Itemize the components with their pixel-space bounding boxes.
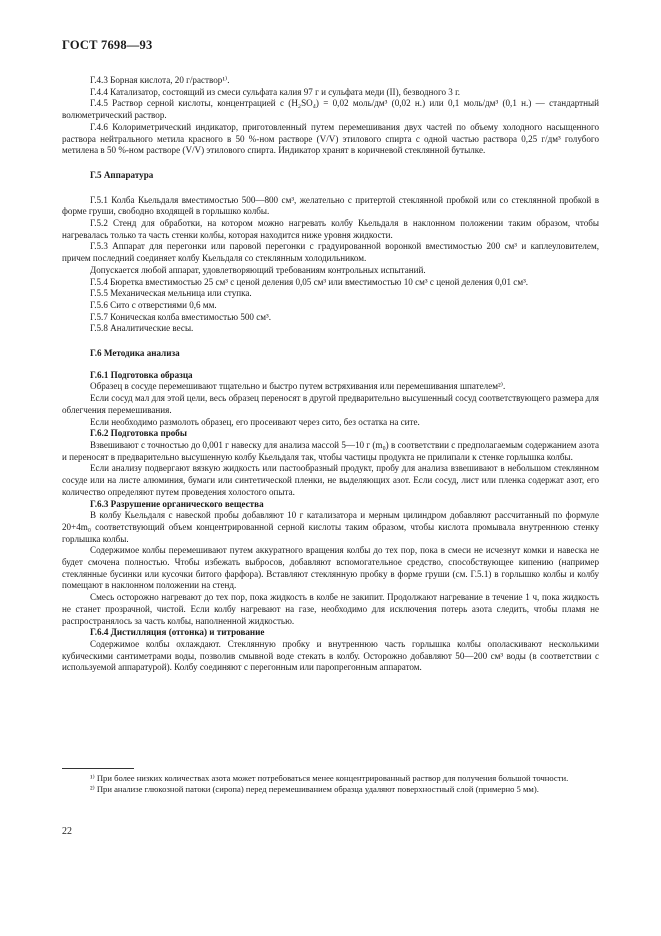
paragraph: Г.5.1 Колба Кьельдаля вместимостью 500—800 см³, желательно с притертой стеклянной пробкой или со стеклянной пробкой в форме груши, свободно входящей в горлышко колбы. — [62, 194, 599, 217]
paragraph: Содержимое колбы охлаждают. Стеклянную пробку и внутреннюю часть горлышка колбы ополаскивают несколькими кубическими сантиметрами воды, позволив смывной воде стекать в колбу. Осторожно добавляют 50—200 см³ воды (в соответствии с используемой аппаратурой). Колбу соединяют с перегонным или паропрегонным аппаратом. — [62, 638, 599, 673]
section-heading: Г.6 Методика анализа — [90, 348, 180, 359]
spacer — [62, 335, 599, 348]
spacer — [62, 360, 599, 370]
spacer — [62, 157, 599, 170]
document-body — [62, 75, 599, 674]
paragraph: В колбу Кьельдаля с навеской пробы добавляют 10 г катализатора и мерным цилиндром добавляют рассчитанный по формуле 20+4m₀ соответствующий объем концентрированной серной кислоты таким образом, чтобы кислота промывала внутреннюю стенку горлышка колбы. — [62, 510, 599, 544]
page-header: ГОСТ 7698—93 — [62, 38, 153, 52]
paragraph: Содержимое колбы перемешивают путем аккуратного вращения колбы до тех пор, пока в смеси не исчезнут комки и навеска не будет смочена полностью. Чтобы избежать выбросов, добавляют вспомогательное средство, способствующее кипению (например стеклянные бусинки или кусочки битого фарфора). Вставляют стеклянную пробку в форме груши (см. Г.5.1) в горлышко колбы и колбу помещают в наклонном положении на стенд. — [62, 545, 599, 591]
subsection-heading: Г.6.3 Разрушение органического вещества — [90, 498, 264, 509]
paragraph: Г.5.5 Механическая мельница или ступка. — [90, 288, 252, 299]
spacer — [62, 182, 599, 195]
paragraph: Г.5.6 Сито с отверстиями 0,6 мм. — [90, 299, 217, 310]
paragraph: Если анализу подвергают вязкую жидкость или пастообразный продукт, пробу для анализа взвешивают в небольшом стеклянном сосуде или на листе алюминия, бумаги или синтетической пленки, не выделяющих азот. Если сосуд, лист или пленка содержат азот, его количество определяют путем проведения холостого опыта. — [62, 463, 599, 497]
paragraph: Допускается любой аппарат, удовлетворяющий требованиям контрольных испытаний. — [90, 264, 426, 275]
paragraph: Г.5.7 Коническая колба вместимостью 500 см³. — [90, 311, 272, 322]
subsection-heading: Г.6.4 Дистилляция (отгонка) и титрование — [90, 627, 265, 638]
footnote-rule — [62, 768, 134, 769]
paragraph: Г.5.8 Аналитические весы. — [90, 323, 194, 334]
paragraph: Смесь осторожно нагревают до тех пор, пока жидкость в колбе не закипит. Продолжают нагревание в течение 1 ч, пока жидкость не станет прозрачной, чистой. Если колбу нагревают на газе, необходимо для исключения потерь азота следить, чтобы пламя не распространялось за часть колбы, наполненной жидкостью. — [62, 592, 599, 626]
paragraph: Г.4.3 Борная кислота, 20 г/раствор¹⁾. — [90, 75, 230, 85]
paragraph: Г.5.4 Бюретка вместимостью 25 см³ с ценой деления 0,05 см³ или вместимостью 10 см³ с ценой деления 0,01 см³. — [90, 276, 529, 287]
paragraph: Образец в сосуде перемешивают тщательно и быстро путем встряхивания или перемешивания шпателем²⁾. — [90, 381, 506, 392]
paragraph: Если сосуд мал для этой цели, весь образец переносят в другой предварительно высушенный сосуд соответствующего размера для облегчения перемешивания. — [62, 393, 599, 415]
footnote-2: ²⁾ При анализе глюкозной патоки (сиропа) перед перемешиванием образца удаляют поверхностный слой (примерно 5 мм). — [90, 784, 539, 794]
subsection-heading: Г.6.1 Подготовка образца — [90, 369, 193, 380]
paragraph: Г.4.6 Колориметрический индикатор, приготовленный путем перемешивания двух частей по объему холодного насыщенного раствора нейтрального метила красного в 50 %-ном растворе (V/V) этилового спирта с одной частью раствора 0,25 г/дм³ голубого метилена в 50 %-ном растворе (V/V) этилового спирта. Индикатор хранят в коричневой стеклянной бутылке. — [62, 121, 599, 156]
paragraph: Г.5.3 Аппарат для перегонки или паровой перегонки с градуированной воронкой вместимостью 200 см³ и каплеуловителем, причем последний соединяет колбу Кьельдаля со стеклянным холодильником. — [62, 241, 599, 264]
paragraph: Г.5.2 Стенд для обработки, на котором можно нагревать колбу Кьельдаля в наклонном положении таким образом, чтобы нагревалась только та часть стенки колбы, которая находится ниже уровня жидкости. — [62, 218, 599, 240]
paragraph: Г.4.4 Катализатор, состоящий из смеси сульфата калия 97 г и сульфата меди (II), безводного 3 г. — [90, 86, 461, 97]
section-heading: Г.5 Аппаратура — [90, 169, 154, 180]
subsection-heading: Г.6.2 Подготовка пробы — [90, 428, 187, 439]
paragraph: Если необходимо размолоть образец, его просеивают через сито, без остатка на сите. — [90, 416, 420, 427]
footnotes — [62, 768, 599, 795]
paragraph: Взвешивают с точностью до 0,001 г навеску для анализа массой 5—10 г (m₀) в соответствии с предполагаемым содержанием азота и переносят в предварительно высушенную колбу Кьельдаля так, чтобы частицы продукта не прилипали к стенке горлышка колбы. — [62, 439, 599, 462]
paragraph: Г.4.5 Раствор серной кислоты, концентрацией c (H₂SO₄) = 0,02 моль/дм³ (0,02 н.) или 0,1 моль/дм³ (0,1 н.) — стандартный волюметрический раствор. — [62, 98, 599, 121]
footnote-1: ¹⁾ При более низких количествах азота может потребоваться менее концентрированный раствор для получения большой точности. — [90, 773, 569, 783]
page-number: 22 — [62, 826, 72, 837]
